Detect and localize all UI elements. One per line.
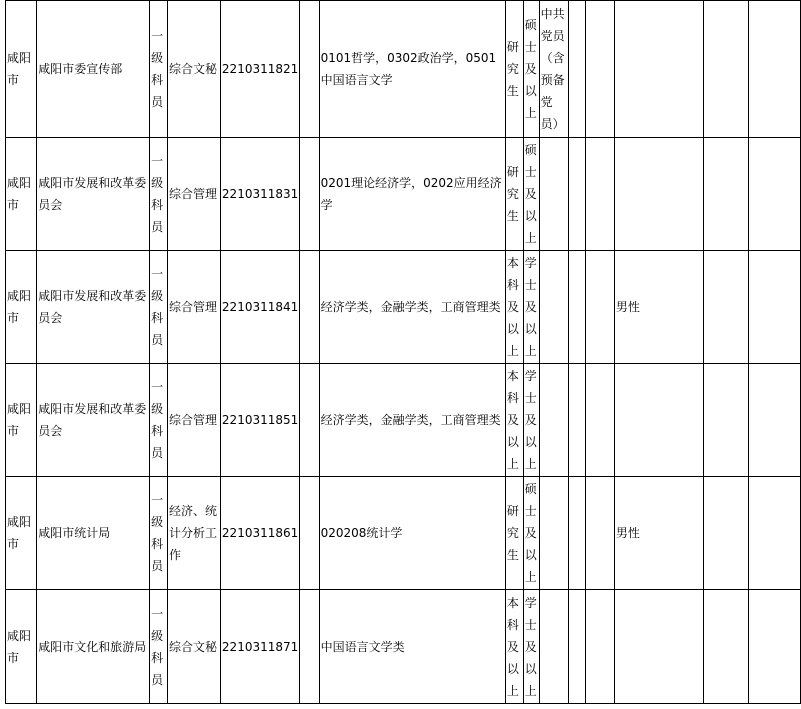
blank-cell — [703, 477, 748, 590]
degree-cell: 硕士及以上 — [523, 477, 539, 590]
gender-cell — [614, 138, 703, 251]
level-cell: 一级科员 — [150, 590, 168, 704]
blank-cell — [300, 364, 319, 477]
recruitment-table — [5, 0, 801, 704]
blank-cell — [300, 138, 319, 251]
gender-cell: 男性 — [614, 477, 703, 590]
department-cell: 咸阳市统计局 — [37, 477, 150, 590]
education-cell: 本科及以上 — [505, 364, 523, 477]
table-row — [6, 477, 801, 590]
gender-cell — [614, 364, 703, 477]
position-code-cell: 2210311831 — [220, 138, 299, 251]
blank-cell — [703, 138, 748, 251]
education-cell: 本科及以上 — [505, 251, 523, 364]
blank-cell — [703, 251, 748, 364]
city-cell: 咸阳市 — [6, 477, 37, 590]
position-cell: 综合管理 — [168, 251, 221, 364]
table-row — [6, 590, 801, 704]
education-cell: 研究生 — [505, 1, 523, 138]
position-cell: 综合管理 — [168, 138, 221, 251]
level-cell: 一级科员 — [150, 251, 168, 364]
blank-cell — [568, 364, 585, 477]
blank-cell — [748, 364, 800, 477]
blank-cell — [585, 1, 614, 138]
blank-cell — [568, 138, 585, 251]
blank-cell — [748, 590, 800, 704]
politics-cell: 中共党员（含预备党员） — [539, 1, 568, 138]
city-cell: 咸阳市 — [6, 364, 37, 477]
major-cell: 中国语言文学类 — [319, 590, 505, 704]
blank-cell — [748, 477, 800, 590]
position-code-cell: 2210311851 — [220, 364, 299, 477]
education-cell: 本科及以上 — [505, 590, 523, 704]
blank-cell — [585, 590, 614, 704]
blank-cell — [300, 590, 319, 704]
blank-cell — [568, 477, 585, 590]
city-cell: 咸阳市 — [6, 1, 37, 138]
blank-cell — [585, 477, 614, 590]
blank-cell — [703, 590, 748, 704]
politics-cell — [539, 477, 568, 590]
department-cell: 咸阳市发展和改革委员会 — [37, 138, 150, 251]
city-cell: 咸阳市 — [6, 251, 37, 364]
blank-cell — [585, 364, 614, 477]
table-row — [6, 138, 801, 251]
table-row — [6, 364, 801, 477]
politics-cell — [539, 251, 568, 364]
level-cell: 一级科员 — [150, 1, 168, 138]
major-cell: 0101哲学，0302政治学，0501中国语言文学 — [319, 1, 505, 138]
blank-cell — [568, 590, 585, 704]
department-cell: 咸阳市委宣传部 — [37, 1, 150, 138]
politics-cell — [539, 364, 568, 477]
blank-cell — [585, 251, 614, 364]
city-cell: 咸阳市 — [6, 138, 37, 251]
gender-cell — [614, 590, 703, 704]
blank-cell — [748, 1, 800, 138]
politics-cell — [539, 590, 568, 704]
degree-cell: 硕士及以上 — [523, 1, 539, 138]
level-cell: 一级科员 — [150, 477, 168, 590]
level-cell: 一级科员 — [150, 138, 168, 251]
city-cell: 咸阳市 — [6, 590, 37, 704]
blank-cell — [568, 251, 585, 364]
blank-cell — [300, 251, 319, 364]
department-cell: 咸阳市文化和旅游局 — [37, 590, 150, 704]
politics-cell — [539, 138, 568, 251]
table-row — [6, 1, 801, 138]
gender-cell: 男性 — [614, 251, 703, 364]
table-body — [6, 1, 801, 704]
blank-cell — [703, 1, 748, 138]
degree-cell: 硕士及以上 — [523, 138, 539, 251]
position-cell: 经济、统计分析工作 — [168, 477, 221, 590]
blank-cell — [748, 251, 800, 364]
blank-cell — [300, 1, 319, 138]
blank-cell — [300, 477, 319, 590]
blank-cell — [568, 1, 585, 138]
department-cell: 咸阳市发展和改革委员会 — [37, 364, 150, 477]
blank-cell — [585, 138, 614, 251]
blank-cell — [703, 364, 748, 477]
level-cell: 一级科员 — [150, 364, 168, 477]
education-cell: 研究生 — [505, 477, 523, 590]
position-cell: 综合管理 — [168, 364, 221, 477]
position-code-cell: 2210311871 — [220, 590, 299, 704]
major-cell: 经济学类，金融学类，工商管理类 — [319, 251, 505, 364]
position-code-cell: 2210311861 — [220, 477, 299, 590]
major-cell: 020208统计学 — [319, 477, 505, 590]
gender-cell — [614, 1, 703, 138]
position-cell: 综合文秘 — [168, 1, 221, 138]
degree-cell: 学士及以上 — [523, 251, 539, 364]
education-cell: 研究生 — [505, 138, 523, 251]
position-cell: 综合文秘 — [168, 590, 221, 704]
blank-cell — [748, 138, 800, 251]
major-cell: 0201理论经济学，0202应用经济学 — [319, 138, 505, 251]
major-cell: 经济学类，金融学类，工商管理类 — [319, 364, 505, 477]
department-cell: 咸阳市发展和改革委员会 — [37, 251, 150, 364]
degree-cell: 学士及以上 — [523, 364, 539, 477]
position-code-cell: 2210311821 — [220, 1, 299, 138]
degree-cell: 学士及以上 — [523, 590, 539, 704]
position-code-cell: 2210311841 — [220, 251, 299, 364]
table-row — [6, 251, 801, 364]
